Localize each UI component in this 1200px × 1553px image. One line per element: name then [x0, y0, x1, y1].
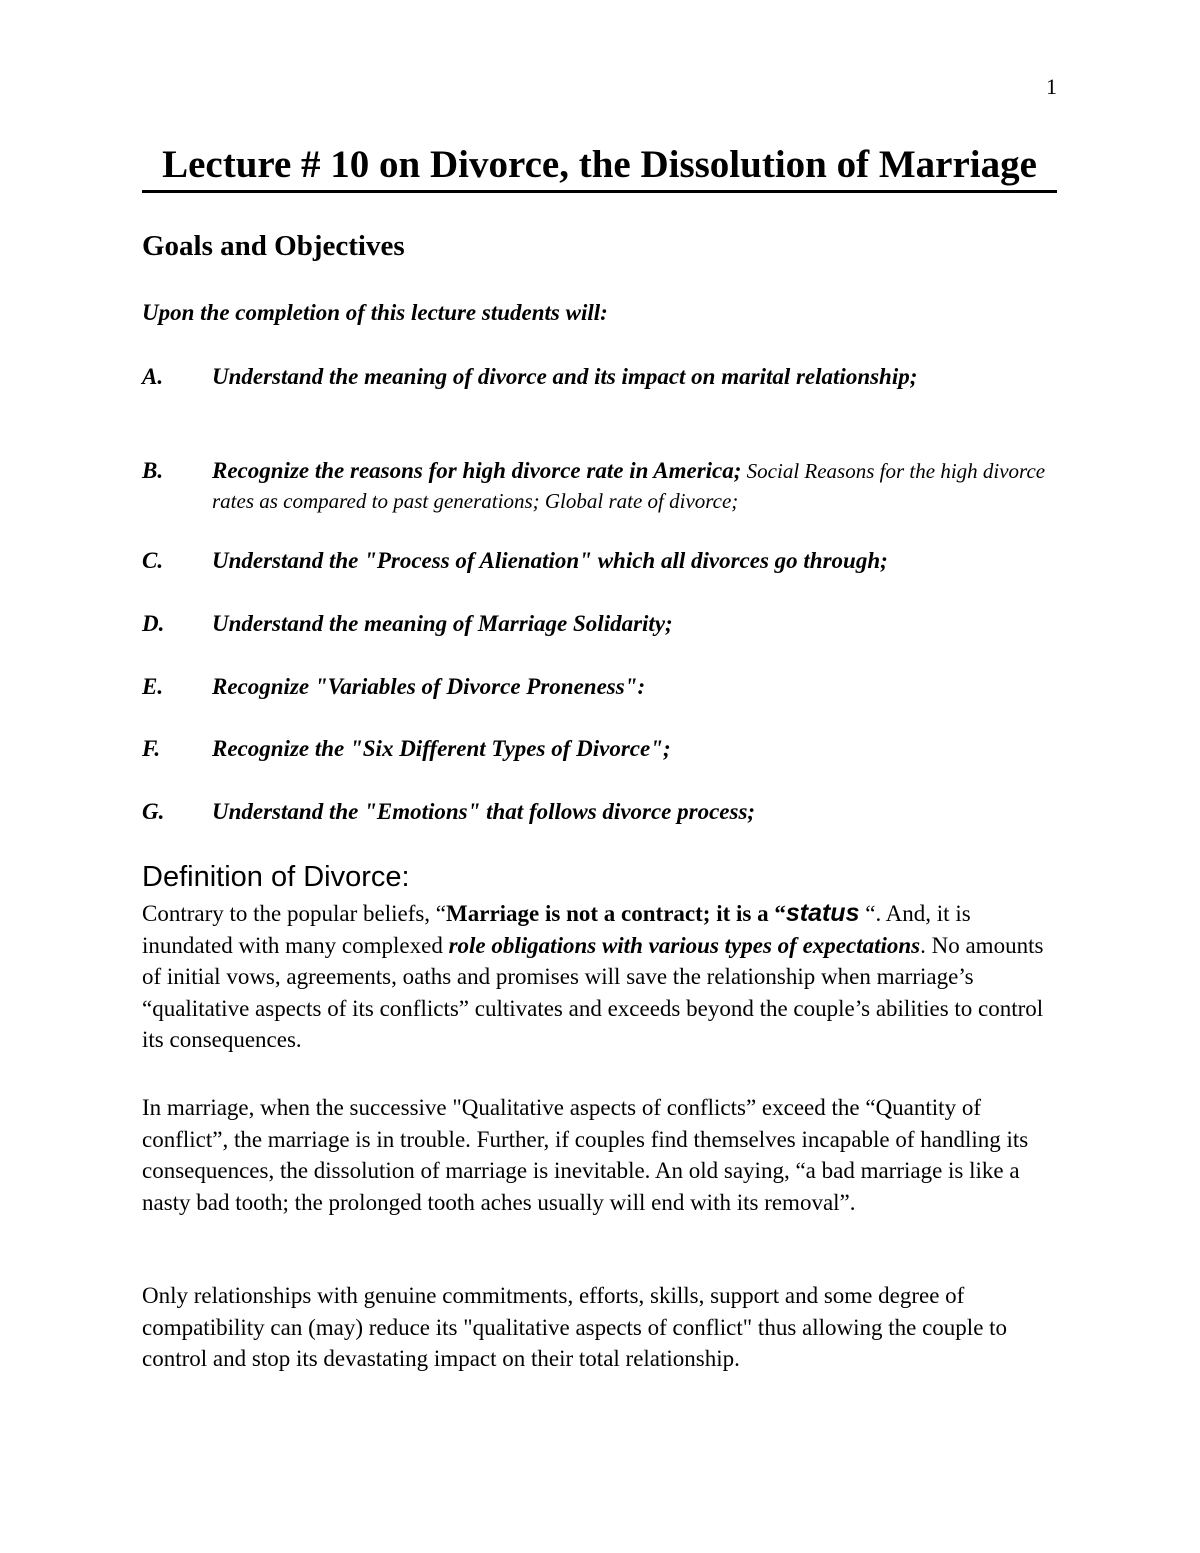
objective-letter: D. [142, 611, 165, 636]
objective-letter: C. [142, 548, 164, 573]
objective-letter: G. [142, 799, 165, 824]
definition-paragraph-1: Contrary to the popular beliefs, “Marriage is not a contract; it is a “status “. And, it is inundated with many complexed role obligations with various types of expectations. No amounts of initial vows, agreements, oaths and promises will save the relationship when marriage’s “qualitative aspects of its conflicts” cultivates and exceeds beyond the couple’s abilities to control its consequences. [142, 899, 1044, 1052]
definition-heading: Definition of Divorce: [142, 861, 410, 893]
definition-paragraph-2: In marriage, when the successive "Qualitative aspects of conflicts” exceed the “Quantity of conflict”, the marriage is in trouble. Further, if couples find themselves incapable of handling its consequences, the dissolution of marriage is inevitable. An old saying, “a bad marriage is like a nasty bad tooth; the prolonged tooth aches usually will end with its removal”. [142, 1095, 1029, 1215]
objective-letter: B. [142, 458, 164, 483]
page-title: Lecture # 10 on Divorce, the Dissolution of Marriage [142, 142, 1057, 193]
definition-paragraph-3: Only relationships with genuine commitments, efforts, skills, support and some degree of compatibility can (may) reduce its "qualitative aspects of conflict" thus allowing the couple to control and stop its devastating impact on their total relationship. [142, 1283, 1008, 1371]
objectives-intro: Upon the completion of this lecture students will: [142, 300, 608, 325]
objective-text: Understand the "Process of Alienation" which all divorces go through; [212, 548, 888, 573]
objective-letter: A. [142, 364, 164, 389]
objective-text: Recognize the "Six Different Types of Divorce"; [212, 736, 671, 761]
role-obligations-emphasis: role obligations with various types of expectations [448, 932, 921, 958]
objective-text: Recognize the reasons for high divorce rate in America; Social Reasons for the high divorce rates as compared to past generations; Global rate of divorce; [212, 458, 1046, 513]
objective-text: Recognize "Variables of Divorce Proneness": [212, 674, 646, 699]
objective-letter: F. [142, 736, 161, 761]
objective-text: Understand the meaning of Marriage Solidarity; [212, 611, 673, 636]
objective-text: Understand the "Emotions" that follows divorce process; [212, 799, 756, 824]
objective-letter: E. [142, 674, 164, 699]
page-number: 1 [1046, 74, 1057, 99]
objective-extra: Social Reasons for the high divorce rates as compared to past generations; Global rate of divorce; [212, 459, 1046, 513]
status-emphasis: status [785, 899, 860, 927]
goals-heading: Goals and Objectives [142, 230, 405, 262]
objective-text: Understand the meaning of divorce and its impact on marital relationship; [212, 364, 918, 389]
